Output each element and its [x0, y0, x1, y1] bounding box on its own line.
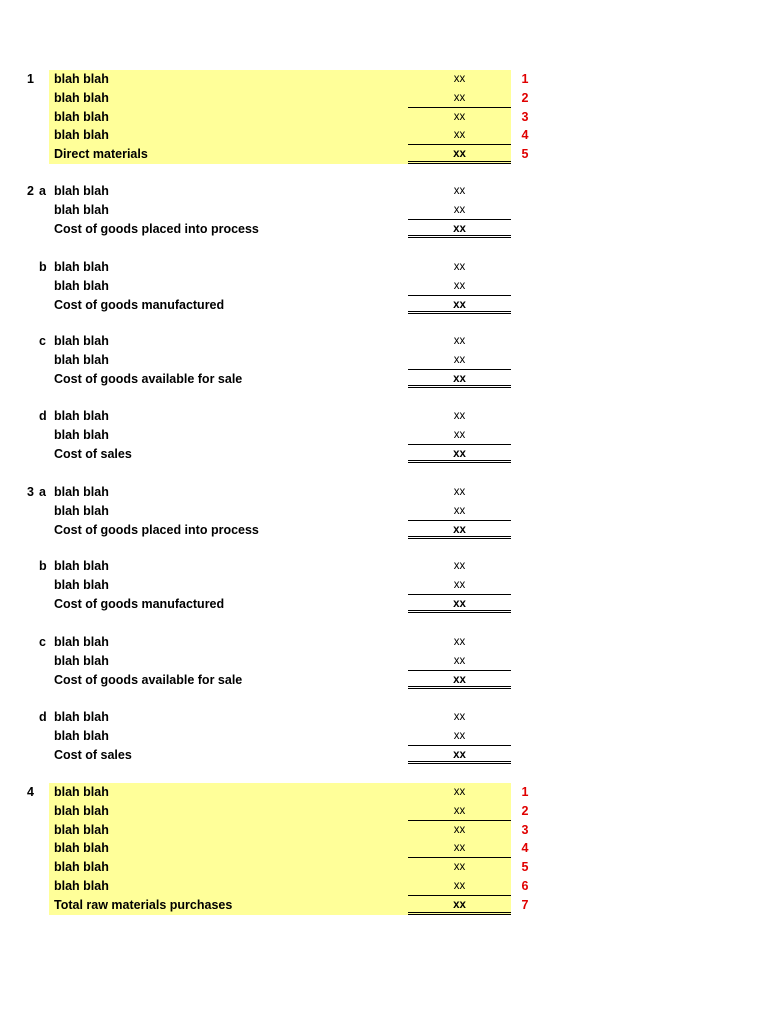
- row-value: xx: [453, 261, 466, 273]
- table-row: [0, 821, 768, 840]
- row-value: xx: [453, 786, 466, 798]
- row-label: blah blah: [54, 879, 109, 893]
- row-label: blah blah: [54, 635, 109, 649]
- table-row: [0, 220, 768, 239]
- row-value: xx: [453, 335, 466, 347]
- row-value: xx: [453, 486, 466, 498]
- reference-number: 5: [521, 147, 529, 162]
- row-value: xx: [408, 296, 511, 315]
- row-value: xx: [408, 502, 511, 521]
- table-row: [0, 671, 768, 690]
- row-value: xx: [408, 576, 511, 595]
- row-label: blah blah: [54, 785, 109, 799]
- reference-number: 7: [521, 897, 529, 912]
- question-part: a: [39, 485, 46, 499]
- section-8: [0, 708, 768, 770]
- row-value: xx: [408, 220, 511, 239]
- row-value: xx: [408, 145, 511, 164]
- row-value: xx: [408, 746, 511, 765]
- section-6: [0, 557, 768, 619]
- reference-number: 1: [521, 785, 529, 799]
- row-label: Cost of sales: [54, 747, 132, 762]
- row-label: Cost of goods available for sale: [54, 371, 243, 386]
- row-label: Cost of goods available for sale: [54, 672, 243, 687]
- table-row: [0, 557, 768, 576]
- row-value: xx: [408, 839, 511, 858]
- row-value: xx: [453, 73, 466, 85]
- reference-number: 3: [521, 109, 529, 124]
- table-row: [0, 746, 768, 765]
- reference-number: 3: [521, 822, 529, 837]
- row-value: xx: [408, 896, 511, 915]
- table-row: [0, 351, 768, 370]
- question-part: b: [39, 260, 47, 274]
- section-1: [0, 182, 768, 244]
- section-0: [0, 70, 768, 170]
- reference-number: 1: [521, 72, 529, 86]
- section-7: [0, 633, 768, 695]
- question-number: 2: [27, 184, 34, 198]
- table-row: [0, 201, 768, 220]
- table-row: [0, 633, 768, 652]
- section-4: [0, 407, 768, 469]
- section-9: [0, 783, 768, 921]
- reference-number: 2: [521, 90, 529, 105]
- row-label: blah blah: [54, 710, 109, 724]
- table-row: [0, 126, 768, 145]
- table-row: [0, 108, 768, 127]
- row-label: blah blah: [54, 90, 109, 105]
- table-row: [0, 370, 768, 389]
- question-part: d: [39, 710, 47, 724]
- table-row: [0, 896, 768, 915]
- question-number: 3: [27, 485, 34, 499]
- row-label: blah blah: [54, 860, 109, 875]
- row-label: blah blah: [54, 427, 109, 442]
- row-value: xx: [408, 370, 511, 389]
- question-number: 4: [27, 785, 34, 799]
- row-label: Cost of goods placed into process: [54, 221, 259, 236]
- table-row: [0, 708, 768, 727]
- row-value: xx: [453, 185, 466, 197]
- reference-number: 6: [521, 879, 529, 893]
- row-label: Cost of goods manufactured: [54, 297, 225, 312]
- table-row: [0, 407, 768, 426]
- row-value: xx: [408, 89, 511, 108]
- table-row: [0, 258, 768, 277]
- row-value: xx: [408, 201, 511, 220]
- row-label: blah blah: [54, 728, 109, 743]
- row-label: blah blah: [54, 653, 109, 668]
- row-label: blah blah: [54, 352, 109, 367]
- row-label: blah blah: [54, 260, 109, 274]
- row-label: blah blah: [54, 822, 109, 837]
- row-value: xx: [408, 671, 511, 690]
- table-row: [0, 595, 768, 614]
- row-value: xx: [453, 861, 466, 874]
- question-part: c: [39, 635, 46, 649]
- row-label: Cost of sales: [54, 446, 132, 461]
- row-value: xx: [453, 711, 466, 723]
- row-label: Cost of goods manufactured: [54, 596, 225, 611]
- table-row: [0, 296, 768, 315]
- table-row: [0, 145, 768, 164]
- row-value: xx: [408, 595, 511, 614]
- row-label: blah blah: [54, 184, 109, 198]
- table-row: [0, 332, 768, 351]
- section-3: [0, 332, 768, 394]
- row-value: xx: [408, 521, 511, 540]
- row-label: blah blah: [54, 202, 109, 217]
- row-value: xx: [453, 636, 466, 648]
- table-row: [0, 483, 768, 502]
- row-label: Cost of goods placed into process: [54, 522, 259, 537]
- reference-number: 2: [521, 803, 529, 818]
- table-row: [0, 445, 768, 464]
- row-value: xx: [408, 351, 511, 370]
- table-row: [0, 70, 768, 89]
- row-value: xx: [408, 727, 511, 746]
- row-value: xx: [408, 445, 511, 464]
- row-label: blah blah: [54, 72, 109, 86]
- table-row: [0, 502, 768, 521]
- table-row: [0, 277, 768, 296]
- table-row: [0, 783, 768, 802]
- section-2: [0, 258, 768, 320]
- row-label: blah blah: [54, 841, 109, 856]
- table-row: [0, 877, 768, 896]
- question-number: 1: [27, 72, 34, 86]
- row-value: xx: [453, 823, 466, 836]
- row-label: blah blah: [54, 334, 109, 348]
- row-label: Total raw materials purchases: [54, 897, 233, 912]
- row-value: xx: [408, 802, 511, 821]
- row-label: blah blah: [54, 577, 109, 592]
- row-value: xx: [408, 277, 511, 296]
- row-label: blah blah: [54, 503, 109, 518]
- row-label: blah blah: [54, 109, 109, 124]
- row-label: blah blah: [54, 803, 109, 818]
- row-label: blah blah: [54, 559, 109, 573]
- question-part: a: [39, 184, 46, 198]
- row-label: blah blah: [54, 409, 109, 423]
- row-value: xx: [453, 560, 466, 572]
- table-row: [0, 858, 768, 877]
- question-part: d: [39, 409, 47, 423]
- table-row: [0, 426, 768, 445]
- row-value: xx: [408, 426, 511, 445]
- table-row: [0, 576, 768, 595]
- row-value: xx: [453, 410, 466, 422]
- question-part: b: [39, 559, 47, 573]
- row-label: blah blah: [54, 485, 109, 499]
- reference-number: 4: [521, 841, 529, 856]
- row-label: Direct materials: [54, 147, 148, 162]
- reference-number: 5: [521, 860, 529, 875]
- table-row: [0, 182, 768, 201]
- table-row: [0, 727, 768, 746]
- reference-number: 4: [521, 128, 529, 143]
- row-value: xx: [408, 126, 511, 145]
- table-row: [0, 802, 768, 821]
- table-row: [0, 652, 768, 671]
- table-row: [0, 89, 768, 108]
- table-row: [0, 521, 768, 540]
- section-5: [0, 483, 768, 545]
- row-label: blah blah: [54, 128, 109, 143]
- row-value: xx: [408, 877, 511, 896]
- row-label: blah blah: [54, 278, 109, 293]
- table-row: [0, 839, 768, 858]
- row-value: xx: [453, 110, 466, 123]
- question-part: c: [39, 334, 46, 348]
- row-value: xx: [408, 652, 511, 671]
